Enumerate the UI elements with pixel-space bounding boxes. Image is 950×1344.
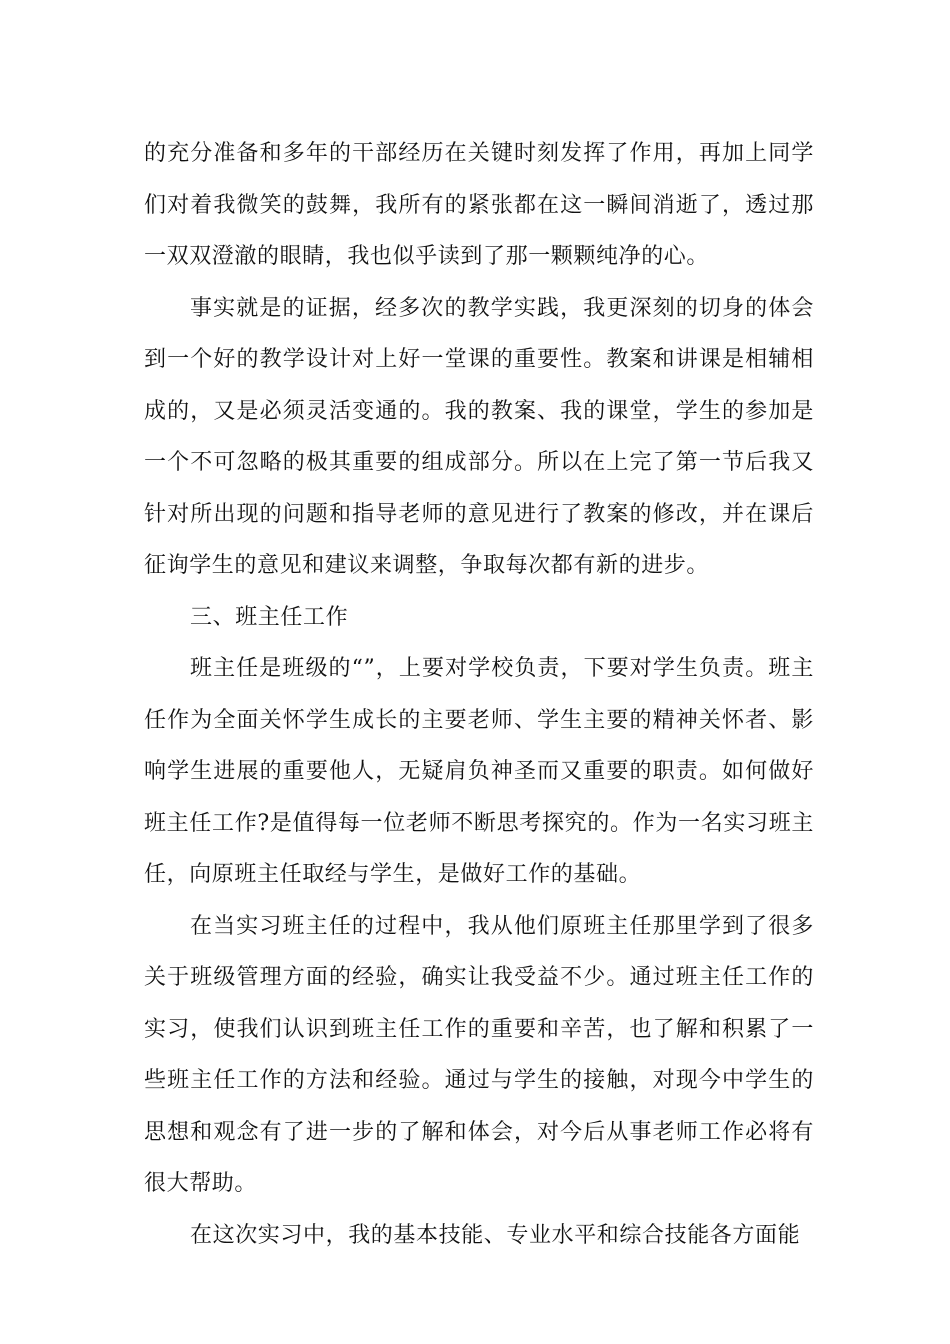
section-heading-class-teacher: 三、班主任工作: [190, 604, 349, 630]
paragraph-class-teacher-role: 班主任是班级的“”，上要对学校负责，下要对学生负责。班主任作为全面关怀学生成长的主要老师、学生主要的精神关怀者、影响学生进展的重要他人，无疑肩负神圣而又重要的职责。如何做好班主任工作?是值得每一位老师不断思考探究的。作为一名实习班主任，向原班主任取经与学生，是做好工作的基础。: [144, 656, 814, 887]
paragraph-class-teacher-experience: 在当实习班主任的过程中，我从他们原班主任那里学到了很多关于班级管理方面的经验，确实让我受益不少。通过班主任工作的实习，使我们认识到班主任工作的重要和辛苦，也了解和积累了一些班主任工作的方法和经验。通过与学生的接触，对现今中学生的思想和观念有了进一步的了解和体会，对今后从事老师工作必将有很大帮助。: [144, 913, 814, 1196]
paragraph-continuation: 的充分准备和多年的干部经历在关键时刻发挥了作用，再加上同学们对着我微笑的鼓舞，我所有的紧张都在这一瞬间消逝了，透过那一双双澄澈的眼睛，我也似乎读到了那一颗颗纯净的心。: [144, 141, 814, 269]
paragraph-teaching-design: 事实就是的证据，经多次的教学实践，我更深刻的切身的体会到一个好的教学设计对上好一堂课的重要性。教案和讲课是相辅相成的，又是必须灵活变通的。我的教案、我的课堂，学生的参加是一个不可忽略的极其重要的组成部分。所以在上完了第一节后我又针对所出现的问题和指导老师的意见进行了教案的修改，并在课后征询学生的意见和建议来调整，争取每次都有新的进步。: [144, 295, 814, 578]
document-body: [144, 128, 814, 1261]
paragraph-internship-skills: 在这次实习中，我的基本技能、专业水平和综合技能各方面能: [190, 1222, 801, 1248]
